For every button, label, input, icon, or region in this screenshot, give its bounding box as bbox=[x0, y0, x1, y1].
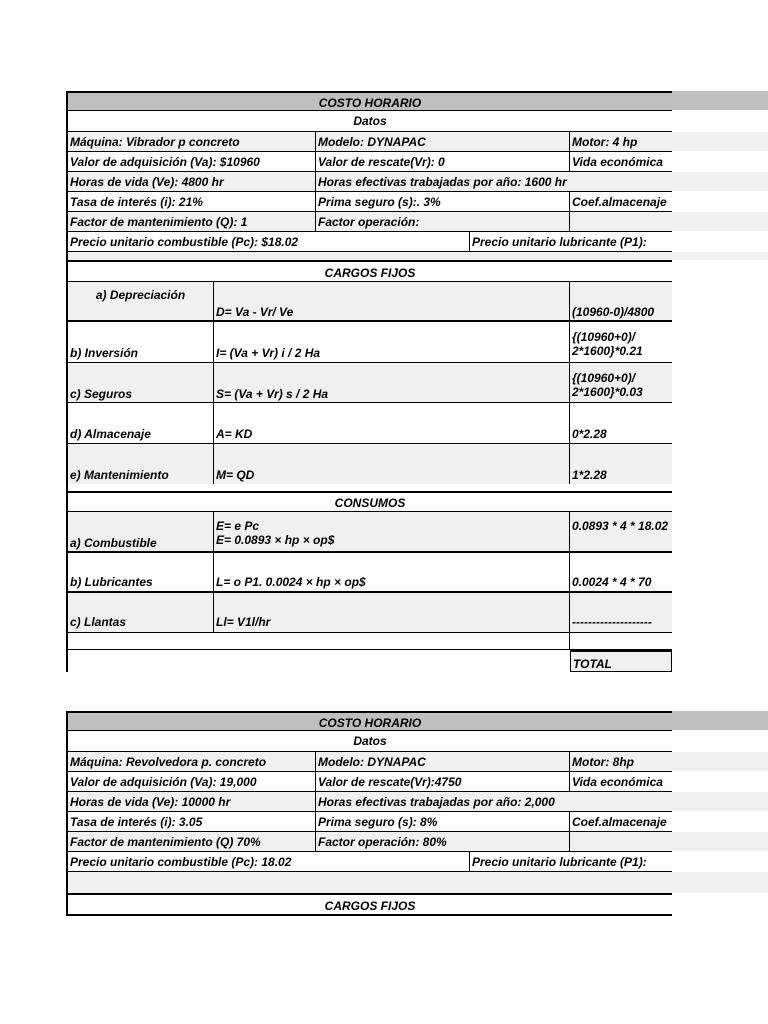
field-factor-mantenimiento: Factor de mantenimiento (Q) 70% bbox=[68, 832, 316, 852]
sheet-title: COSTO HORARIO bbox=[68, 711, 672, 731]
empty-cell bbox=[570, 832, 672, 852]
field-precio-combustible: Precio unitario combustible (Pc): 18.02 bbox=[68, 852, 470, 872]
field-coef-almacenaje: Coef.almacenaje bbox=[570, 812, 672, 832]
column-stripe bbox=[670, 792, 768, 811]
section-consumos: CONSUMOS bbox=[68, 491, 672, 512]
field-prima-seguro: Prima seguro (s):. 3% bbox=[316, 192, 570, 212]
sheet-subtitle: Datos bbox=[68, 731, 672, 752]
empty-cell bbox=[570, 212, 672, 232]
field-maquina: Máquina: Vibrador p concreto bbox=[68, 132, 316, 152]
field-coef-almacenaje: Coef.almacenaje bbox=[570, 192, 672, 212]
column-stripe bbox=[670, 711, 768, 730]
field-precio-lubricante: Precio unitario lubricante (P1): bbox=[470, 852, 672, 872]
fijo-label: a) Depreciación bbox=[68, 282, 214, 322]
spacer-row bbox=[68, 252, 672, 260]
field-horas-efectivas: Horas efectivas trabajadas por año: 2,000 bbox=[316, 792, 672, 812]
fijo-calculo: {(10960+0)/ 2*1600}*0.03 bbox=[570, 363, 672, 403]
cost-sheet-2 bbox=[66, 711, 672, 916]
consumo-formula bbox=[214, 512, 570, 553]
consumo-label: a) Combustible bbox=[68, 512, 214, 553]
column-stripe bbox=[670, 212, 768, 231]
total-label: TOTAL bbox=[570, 650, 672, 672]
field-tasa-interes: Tasa de interés (i): 21% bbox=[68, 192, 316, 212]
spacer-row bbox=[68, 872, 672, 893]
fijo-formula: M= QD bbox=[214, 444, 570, 484]
fijo-formula: D= Va - Vr/ Ve bbox=[214, 282, 570, 322]
fijo-calculo: (10960-0)/4800 bbox=[570, 282, 672, 322]
field-valor-rescate: Valor de rescate(Vr): 0 bbox=[316, 152, 570, 172]
field-prima-seguro: Prima seguro (s): 8% bbox=[316, 812, 570, 832]
fijo-label: b) Inversión bbox=[68, 322, 214, 363]
fijo-label: d) Almacenaje bbox=[68, 403, 214, 444]
field-factor-mantenimiento: Factor de mantenimiento (Q): 1 bbox=[68, 212, 316, 232]
column-stripe bbox=[670, 172, 768, 191]
field-vida-economica: Vida económica bbox=[570, 152, 672, 172]
sheet-title: COSTO HORARIO bbox=[68, 91, 672, 111]
field-factor-operacion: Factor operación: 80% bbox=[316, 832, 570, 852]
cost-sheet-1 bbox=[66, 91, 672, 672]
column-stripe bbox=[670, 832, 768, 851]
column-stripe bbox=[670, 752, 768, 771]
fijo-formula: A= KD bbox=[214, 403, 570, 444]
field-vida-economica: Vida económica bbox=[570, 772, 672, 792]
consumo-label: b) Lubricantes bbox=[68, 553, 214, 593]
empty-cell bbox=[570, 633, 672, 650]
field-horas-vida: Horas de vida (Ve): 4800 hr bbox=[68, 172, 316, 192]
consumo-formula-line1: E= e Pc bbox=[216, 519, 260, 533]
fijo-calculo: 0*2.28 bbox=[570, 403, 672, 444]
consumo-formula: L= o P1. 0.0024 × hp × op$ bbox=[214, 553, 570, 593]
field-modelo: Modelo: DYNAPAC bbox=[316, 752, 570, 772]
field-factor-operacion: Factor operación: bbox=[316, 212, 570, 232]
section-cargos-fijos: CARGOS FIJOS bbox=[68, 893, 672, 916]
field-valor-adquisicion: Valor de adquisición (Va): $10960 bbox=[68, 152, 316, 172]
field-valor-rescate: Valor de rescate(Vr):4750 bbox=[316, 772, 570, 792]
consumo-formula-line2: E= 0.0893 × hp × op$ bbox=[216, 533, 335, 547]
field-maquina: Máquina: Revolvedora p. concreto bbox=[68, 752, 316, 772]
field-tasa-interes: Tasa de interés (i): 3.05 bbox=[68, 812, 316, 832]
field-motor: Motor: 4 hp bbox=[570, 132, 672, 152]
fijo-formula: S= (Va + Vr) s / 2 Ha bbox=[214, 363, 570, 403]
consumo-calculo: 0.0024 * 4 * 70 bbox=[570, 553, 672, 593]
empty-row bbox=[68, 633, 570, 650]
column-stripe bbox=[670, 872, 768, 893]
consumo-formula: Ll= V1l/hr bbox=[214, 593, 570, 633]
field-valor-adquisicion: Valor de adquisición (Va): 19,000 bbox=[68, 772, 316, 792]
sheet-subtitle: Datos bbox=[68, 111, 672, 132]
field-horas-vida: Horas de vida (Ve): 10000 hr bbox=[68, 792, 316, 812]
field-horas-efectivas: Horas efectivas trabajadas por año: 1600 hr bbox=[316, 172, 672, 192]
column-stripe bbox=[670, 252, 768, 260]
column-stripe bbox=[670, 132, 768, 151]
consumo-label: c) Llantas bbox=[68, 593, 214, 633]
field-motor: Motor: 8hp bbox=[570, 752, 672, 772]
fijo-calculo: 1*2.28 bbox=[570, 444, 672, 484]
fijo-label: e) Mantenimiento bbox=[68, 444, 214, 484]
field-modelo: Modelo: DYNAPAC bbox=[316, 132, 570, 152]
field-precio-lubricante: Precio unitario lubricante (P1): bbox=[470, 232, 672, 252]
fijo-formula: I= (Va + Vr) i / 2 Ha bbox=[214, 322, 570, 363]
consumo-calculo: -------------------- bbox=[570, 593, 672, 633]
consumo-calculo: 0.0893 * 4 * 18.02 bbox=[570, 512, 672, 553]
fijo-calculo: {(10960+0)/ 2*1600}*0.21 bbox=[570, 322, 672, 363]
column-stripe bbox=[670, 91, 768, 110]
fijo-label: c) Seguros bbox=[68, 363, 214, 403]
field-precio-combustible: Precio unitario combustible (Pc): $18.02 bbox=[68, 232, 470, 252]
section-cargos-fijos: CARGOS FIJOS bbox=[68, 260, 672, 282]
